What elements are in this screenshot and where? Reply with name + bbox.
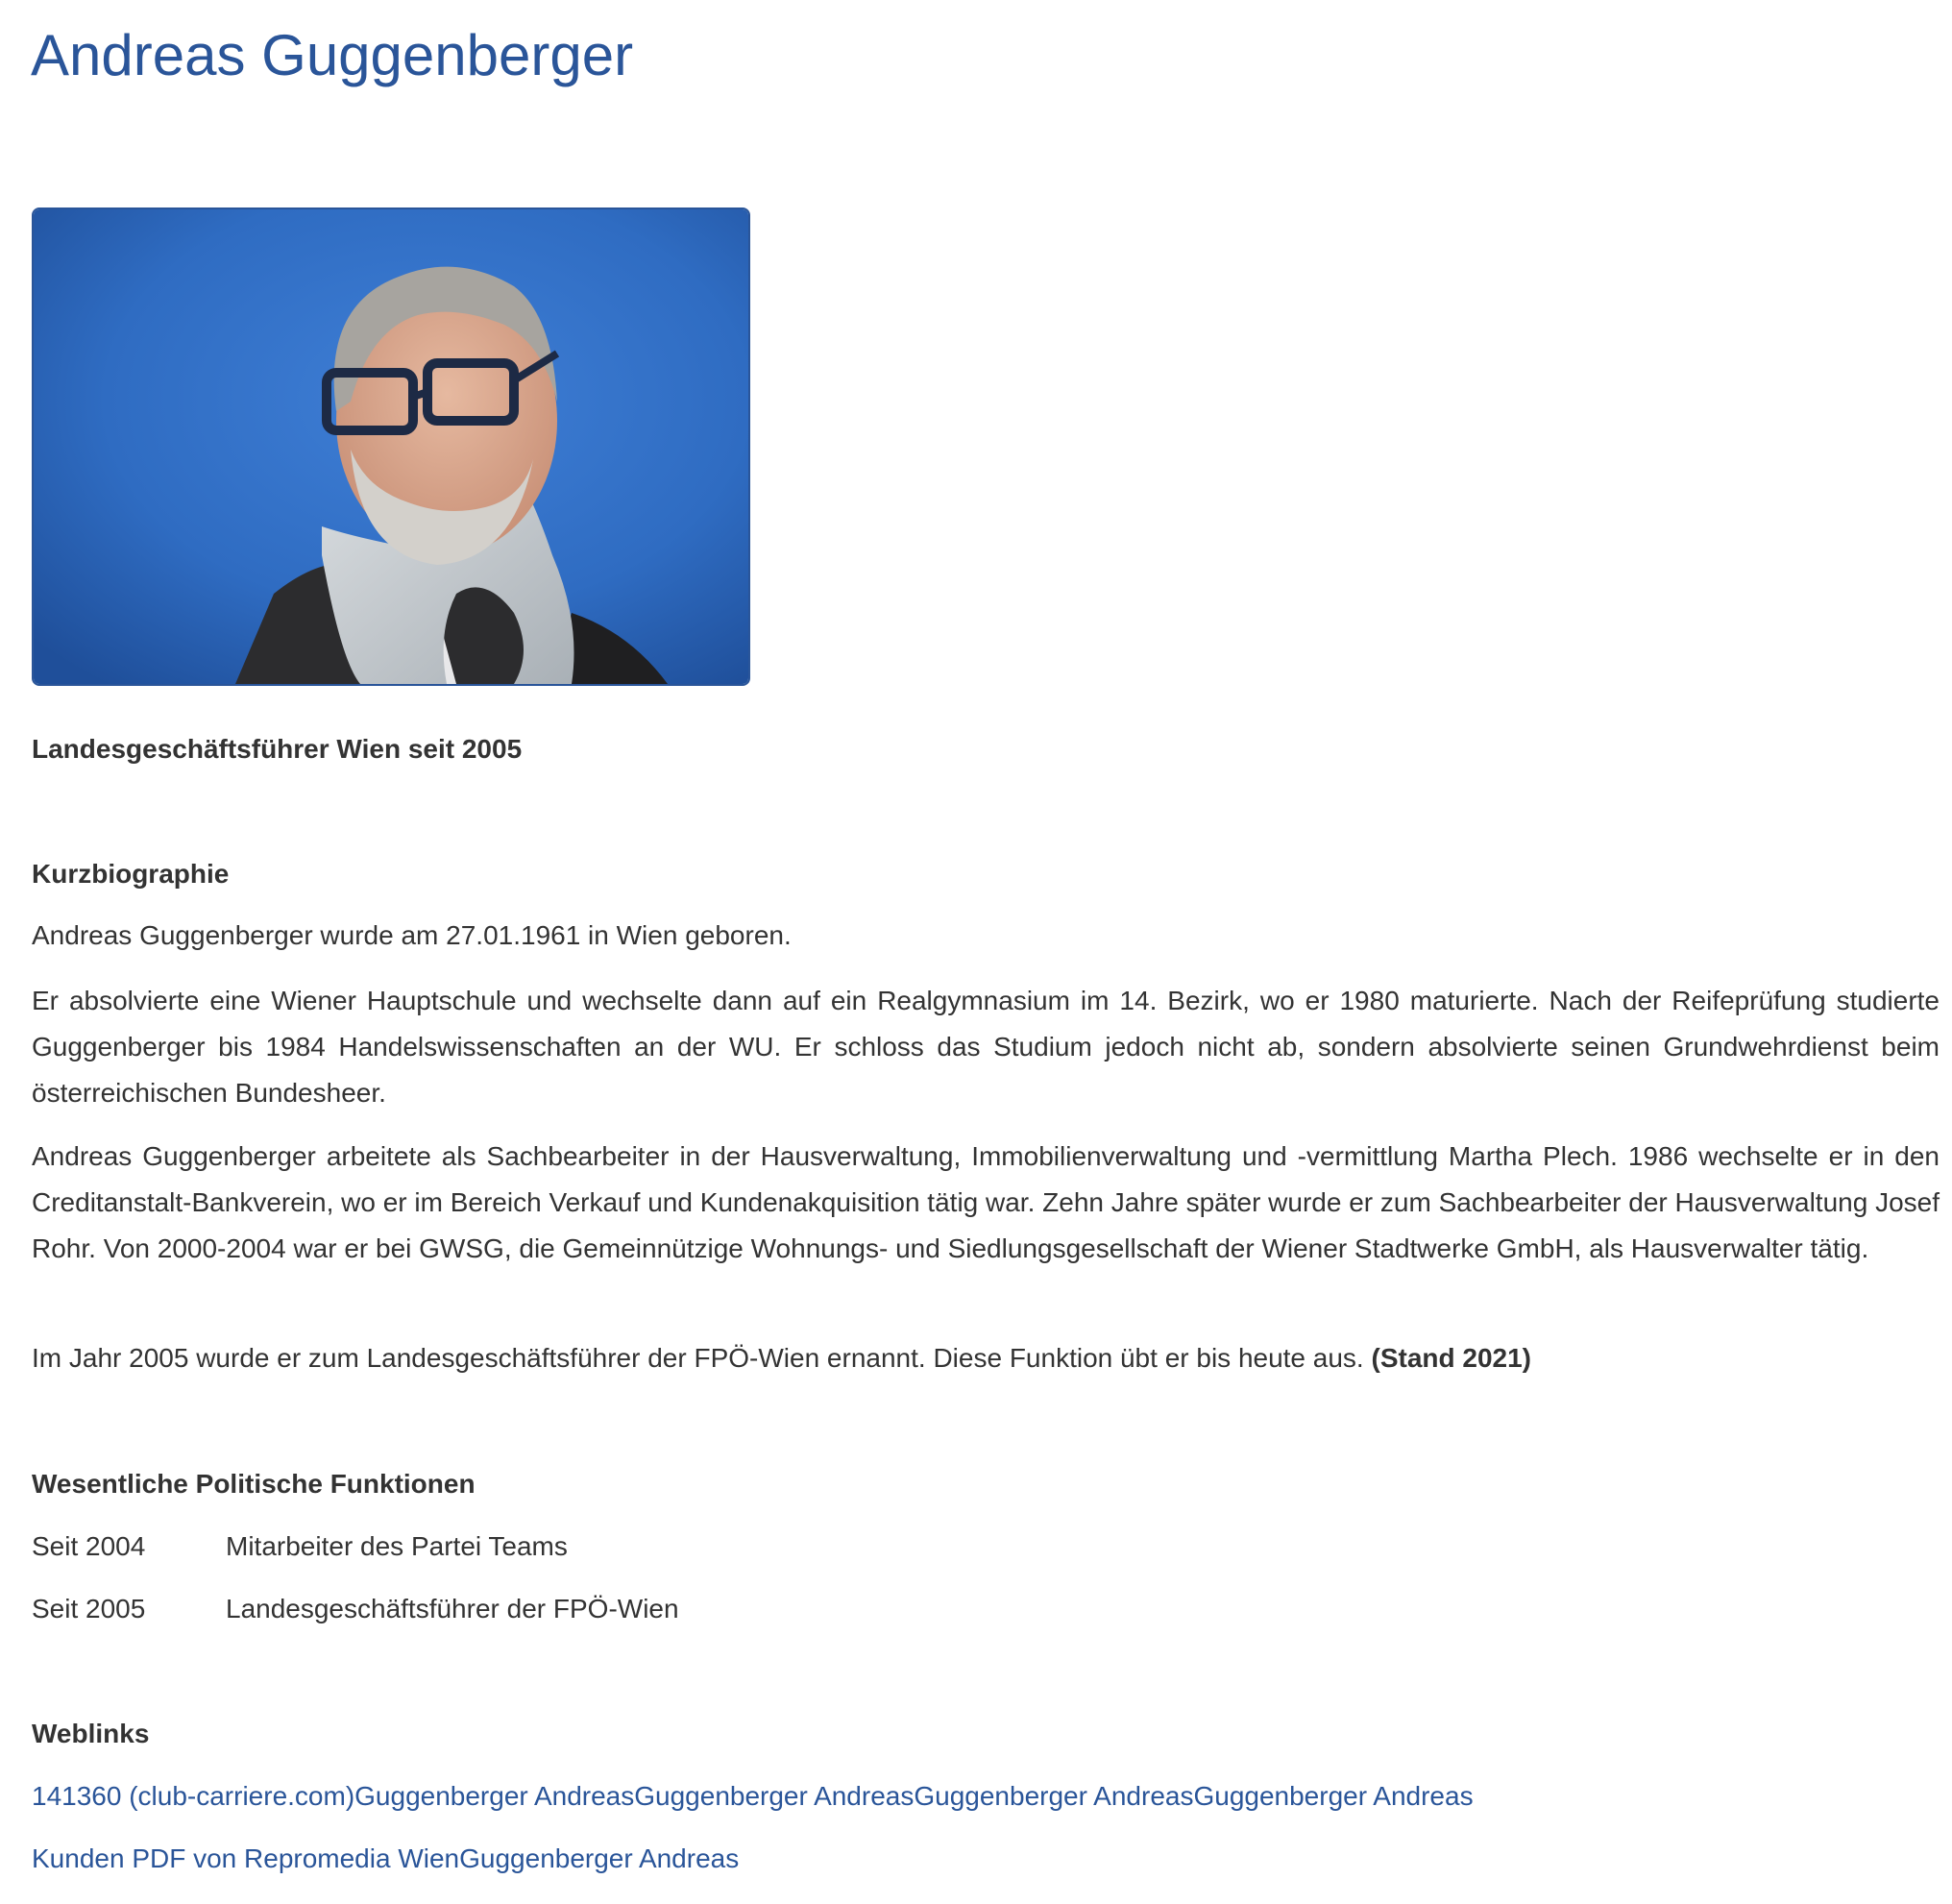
weblink-club-carriere[interactable]: 141360 (club-carriere.com)	[32, 1781, 355, 1811]
weblink-guggenberger[interactable]: Guggenberger Andreas	[354, 1781, 635, 1811]
page-title: Andreas Guggenberger	[31, 23, 634, 87]
position-subtitle: Landesgeschäftsführer Wien seit 2005	[32, 734, 523, 764]
weblink-guggenberger[interactable]: Guggenberger Andreas	[459, 1843, 740, 1873]
bio-heading: Kurzbiographie	[32, 859, 230, 889]
weblink-guggenberger[interactable]: Guggenberger Andreas	[914, 1781, 1194, 1811]
function-year: Seit 2005	[32, 1594, 146, 1623]
bio-paragraph: Er absolvierte eine Wiener Hauptschule und wechselte dann auf ein Realgymnasium im 14. Bezirk, wo er 1980 maturierte. Nach der Reifeprüfung studierte Guggenberger bis 1984 Handelswissenschaften an der WU. Er schloss das Studium jedoch nicht ab, sondern absolvierte seinen Grundwehrdienst beim österreichischen Bundesheer.	[32, 986, 1940, 1108]
portrait-image	[34, 209, 748, 684]
bio-paragraph-last	[32, 1335, 1940, 1381]
functions-heading: Wesentliche Politische Funktionen	[32, 1469, 476, 1499]
bio-stand-note: (Stand 2021)	[1371, 1343, 1531, 1373]
weblinks-line	[32, 1840, 739, 1878]
weblink-repromedia-pdf[interactable]: Kunden PDF von Repromedia Wien	[32, 1843, 460, 1873]
portrait-photo	[32, 207, 750, 686]
weblinks-heading: Weblinks	[32, 1719, 150, 1748]
function-year: Seit 2004	[32, 1531, 146, 1561]
bio-last-text: Im Jahr 2005 wurde er zum Landesgeschäftsführer der FPÖ-Wien ernannt. Diese Funktion übt er bis heute aus.	[32, 1343, 1364, 1373]
function-role: Mitarbeiter des Partei Teams	[226, 1531, 568, 1561]
weblink-guggenberger[interactable]: Guggenberger Andreas	[634, 1781, 915, 1811]
bio-paragraph: Andreas Guggenberger arbeitete als Sachbearbeiter in der Hausverwaltung, Immobilienverwaltung und -vermittlung Martha Plech. 1986 wechselte er in den Creditanstalt-Bankverein, wo er im Bereich Verkauf und Kundenakquisition tätig war. Zehn Jahre später wurde er zum Sachbearbeiter der Hausverwaltung Josef Rohr. Von 2000-2004 war er bei GWSG, die Gemeinnützige Wohnungs- und Siedlungsgesellschaft der Wiener Stadtwerke GmbH, als Hausverwalter tätig.	[32, 1141, 1940, 1263]
weblinks-line	[32, 1777, 1474, 1816]
weblink-guggenberger[interactable]: Guggenberger Andreas	[1193, 1781, 1474, 1811]
bio-paragraph: Andreas Guggenberger wurde am 27.01.1961 in Wien geboren.	[32, 920, 792, 950]
function-role: Landesgeschäftsführer der FPÖ-Wien	[226, 1594, 679, 1623]
